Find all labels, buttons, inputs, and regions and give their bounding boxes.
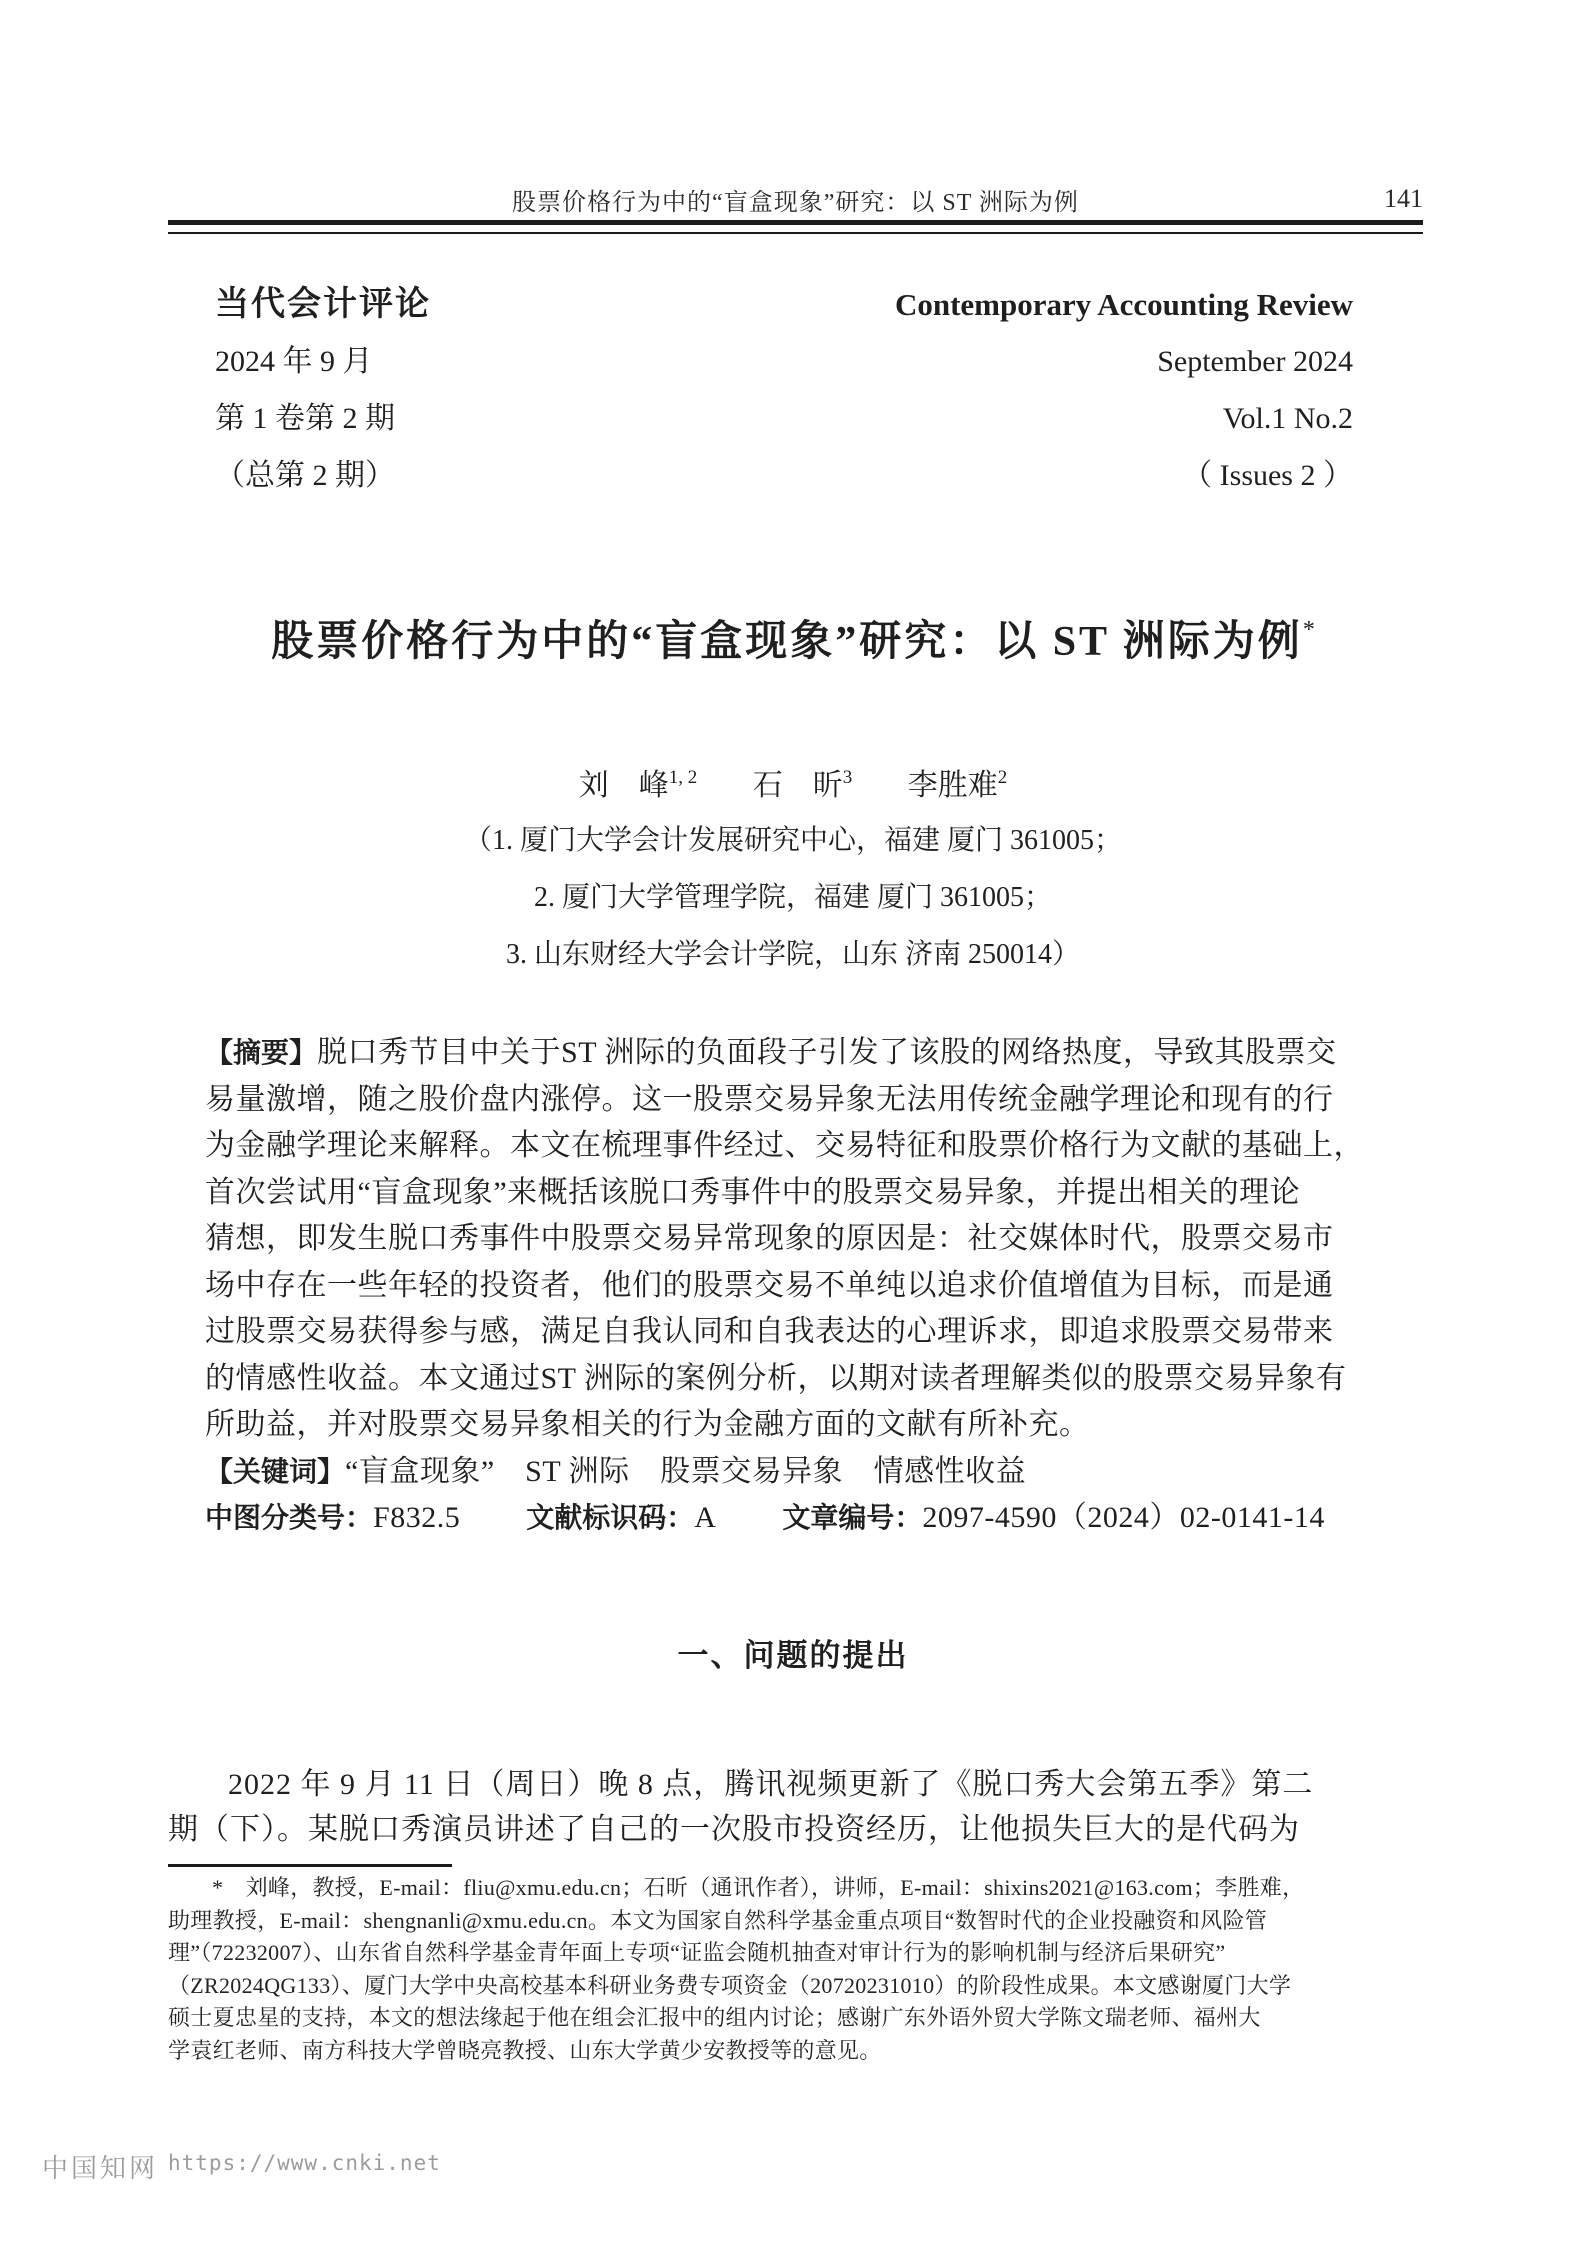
- affiliation-line: 2. 厦门大学管理学院，福建 厦门 361005；: [533, 882, 1052, 913]
- author-superscript: 1, 2: [668, 767, 698, 788]
- author: [908, 769, 1008, 802]
- section-heading: 一、问题的提出: [677, 1638, 909, 1673]
- abstract-line: 场中存在一些年轻的投资者，他们的股票交易不单纯以追求价值增值为目标，而是通: [205, 1268, 1334, 1302]
- clc-article-id: [782, 1501, 1325, 1534]
- clc-label: 中图分类号：: [205, 1502, 374, 1533]
- author: [579, 769, 698, 802]
- journal-info-en: [895, 276, 1353, 504]
- footnote-line: 理”（72232007）、山东省自然科学基金青年面上专项“证监会随机抽查对审计行为的影响机制与经济后果研究”: [168, 1940, 1226, 1965]
- keywords-label: 【关键词】: [205, 1455, 346, 1487]
- clc-line: [205, 1495, 1405, 1542]
- clc-value: 2097-4590（2024）02-0141-14: [922, 1501, 1325, 1534]
- journal-name-en: Contemporary Accounting Review: [894, 287, 1353, 322]
- footnote-line: （ZR2024QG133）、厦门大学中央高校基本科研业务费专项资金（20720231010）的阶段性成果。本文感谢厦门大学: [168, 1972, 1292, 1998]
- abstract-line: 所助益，并对股票交易异象相关的行为金融方面的文献有所补充。: [205, 1408, 1090, 1441]
- footnote-line: * 刘峰，教授，E-mail：fliu@xmu.edu.cn；石昕（通讯作者），讲师，E-mail：shixins2021@163.com；李胜难，: [212, 1875, 1305, 1900]
- abstract-line: 首次尝试用“盲盒现象”来概括该脱口秀事件中的股票交易异象，并提出相关的理论: [205, 1175, 1301, 1209]
- journal-date-en: September 2024: [1157, 345, 1353, 378]
- abstract-line: 猜想，即发生脱口秀事件中股票交易异常现象的原因是：社交媒体时代，股票交易市: [205, 1222, 1334, 1255]
- journal-issue-zh: 第 1 卷第 2 期: [215, 402, 395, 435]
- journal-issue-en: Vol.1 No.2: [1222, 402, 1353, 435]
- author-name: 石 昕: [752, 769, 843, 802]
- title-footnote-mark: *: [1302, 617, 1315, 643]
- abstract-block: [205, 1030, 1405, 1542]
- affiliations: [0, 812, 1586, 983]
- watermark-site: 中国知网: [42, 2154, 159, 2183]
- page-number: 141: [1384, 184, 1423, 213]
- abstract-line: 为金融学理论来解释。本文在梳理事件经过、交易特征和股票价格行为文献的基础上，: [205, 1129, 1364, 1162]
- footnote-divider: [168, 1864, 452, 1867]
- abstract-line: 的情感性收益。本文通过ST 洲际的案例分析，以期对读者理解类似的股票交易异象有: [205, 1361, 1347, 1395]
- affiliation-line: 3. 山东财经大学会计学院，山东 济南 250014）: [505, 939, 1080, 970]
- authors-line: [0, 760, 1586, 804]
- journal-date-zh: 2024 年 9 月: [215, 345, 373, 378]
- paragraph-line: 2022 年 9 月 11 日（周日）晚 8 点，腾讯视频更新了《脱口秀大会第五季》第二: [228, 1768, 1314, 1801]
- header-rule-thick: [168, 220, 1423, 225]
- journal-total-zh: （总第 2 期）: [215, 459, 395, 492]
- journal-total-en: （ Issues 2 ）: [1182, 459, 1353, 492]
- clc-label: 文章编号：: [782, 1502, 923, 1533]
- footnote-line: 学袁红老师、南方科技大学曾晓亮教授、山东大学黄少安教授等的意见。: [168, 2037, 882, 2063]
- footnote-line: 助理教授，E-mail：shengnanli@xmu.edu.cn。本文为国家自然科学基金重点项目“数智时代的企业投融资和风险管: [168, 1907, 1268, 1933]
- article-title: [0, 608, 1586, 668]
- author-name: 刘 峰: [578, 769, 669, 802]
- clc-value: F832.5: [373, 1501, 461, 1534]
- body-paragraph: [168, 1762, 1423, 1852]
- footnote: [168, 1872, 1423, 2067]
- author: [753, 769, 853, 802]
- journal-name-zh: 当代会计评论: [215, 285, 431, 323]
- clc-document-code: [526, 1501, 716, 1534]
- abstract-line: [205, 1030, 1405, 1077]
- abstract-line: 过股票交易获得参与感，满足自我认同和自我表达的心理诉求，即追求股票交易带来: [205, 1315, 1334, 1348]
- clc-label: 文献标识码：: [526, 1502, 695, 1533]
- author-superscript: 2: [997, 767, 1008, 788]
- abstract-label: 【摘要】: [205, 1037, 318, 1068]
- watermark-url: https://www.cnki.net: [168, 2151, 441, 2175]
- abstract-text: 脱口秀节目中关于ST 洲际的负面段子引发了该股的网络热度，导致其股票交: [317, 1036, 1337, 1069]
- author-superscript: 3: [842, 767, 853, 788]
- clc-classification: [205, 1501, 460, 1534]
- affiliation-line: （1. 厦门大学会计发展研究中心，福建 厦门 361005；: [463, 825, 1122, 856]
- journal-info-zh: [215, 276, 431, 504]
- clc-value: A: [694, 1501, 717, 1534]
- running-head-title: 股票价格行为中的“盲盒现象”研究：以 ST 洲际为例: [512, 190, 1079, 216]
- keywords-text: “盲盒现象” ST 洲际 股票交易异象 情感性收益: [345, 1454, 1027, 1488]
- article-title-text: 股票价格行为中的“盲盒现象”研究：以 ST 洲际为例: [271, 619, 1303, 665]
- author-name: 李胜难: [907, 769, 998, 802]
- footnote-line: 硕士夏忠星的支持，本文的想法缘起于他在组会汇报中的组内讨论；感谢广东外语外贸大学陈文瑞老师、福州大: [168, 2005, 1261, 2030]
- abstract-line: 易量激增，随之股价盘内涨停。这一股票交易异象无法用传统金融学理论和现有的行: [205, 1082, 1334, 1116]
- keywords-line: [205, 1449, 1405, 1496]
- header-rule-thin: [168, 232, 1423, 234]
- paragraph-line: 期（下）。某脱口秀演员讲述了自己的一次股市投资经历，让他损失巨大的是代码为: [168, 1813, 1300, 1846]
